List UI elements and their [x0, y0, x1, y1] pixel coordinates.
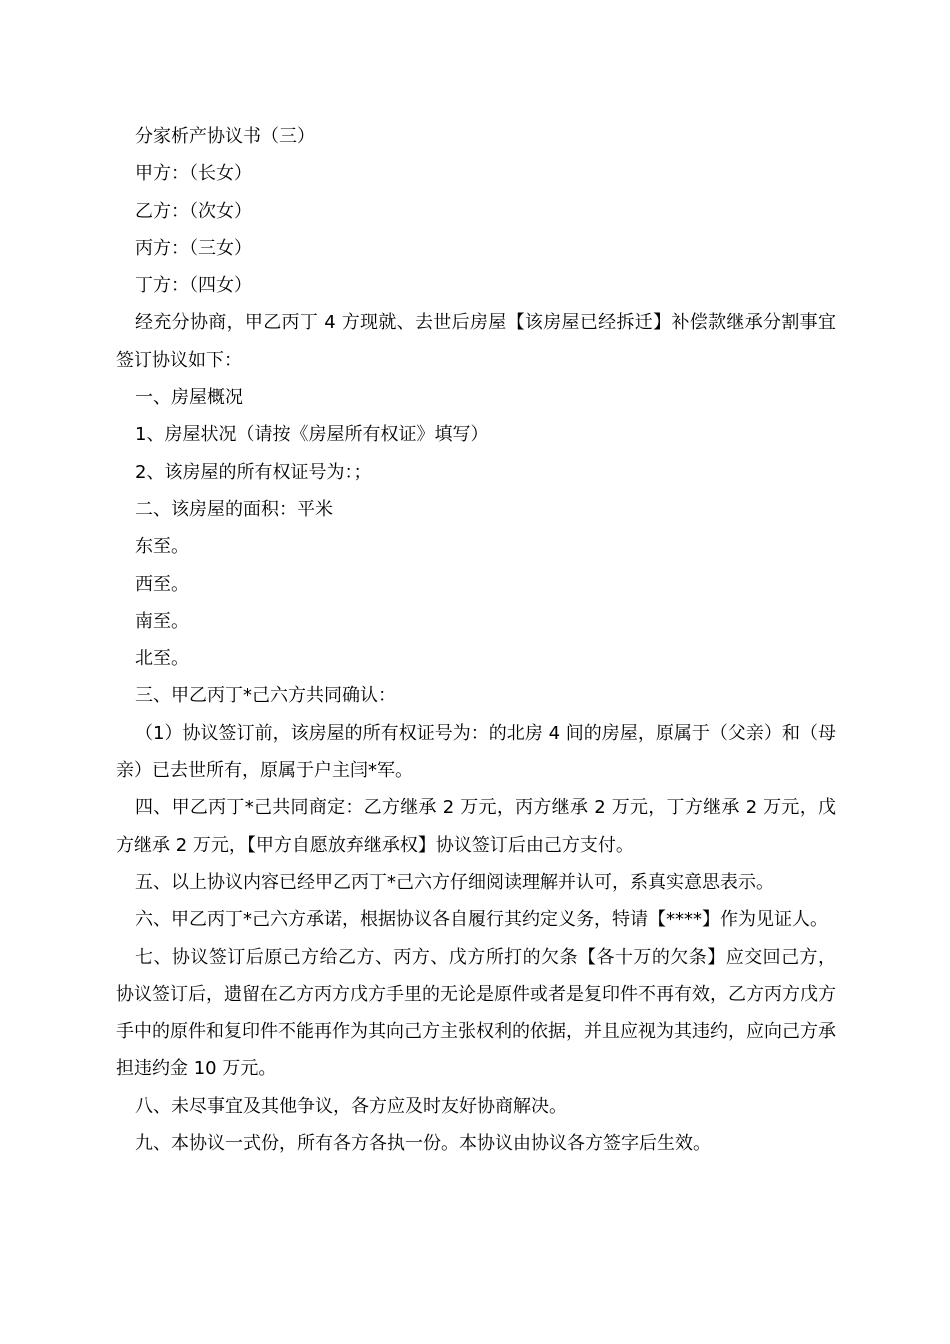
- boundary-south: 南至。: [135, 610, 189, 632]
- section-8: 八、未尽事宜及其他争议，各方应及时友好协商解决。: [135, 1095, 567, 1117]
- boundary-east: 东至。: [135, 536, 189, 558]
- section-heading-2: 二、该房屋的面积：平米: [135, 498, 333, 520]
- section-5: 五、以上协议内容已经甲乙丙丁*己六方仔细阅读理解并认可，系真实意思表示。: [135, 871, 774, 893]
- item-1: 1、房屋状况（请按《房屋所有权证》填写）: [135, 424, 489, 446]
- section-9: 九、本协议一式份，所有各方各执一份。本协议由协议各方签字后生效。: [135, 1133, 711, 1155]
- party-b: 乙方：（次女）: [135, 200, 252, 222]
- boundary-west: 西至。: [135, 573, 189, 595]
- boundary-north: 北至。: [135, 648, 189, 670]
- party-a: 甲方：（长女）: [135, 163, 252, 185]
- party-d: 丁方：（四女）: [135, 275, 252, 297]
- section-4: 四、甲乙丙丁*己共同商定：乙方继承 2 万元，丙方继承 2 万元，丁方继承 2 万元，戊方继承 2 万元，【甲方自愿放弃继承权】协议签订后由己方支付。: [116, 797, 836, 856]
- section-heading-3: 三、甲乙丙丁*己六方共同确认：: [135, 685, 396, 707]
- section-6: 六、甲乙丙丁*己六方承诺，根据协议各自履行其约定义务，特请【****】作为见证人。: [135, 909, 828, 931]
- document-body: [116, 118, 836, 1162]
- party-c: 丙方：（三女）: [135, 237, 252, 259]
- document-title: 分家析产协议书（三）: [135, 126, 315, 147]
- section-7: 七、协议签订后原己方给乙方、丙方、戊方所打的欠条【各十万的欠条】应交回己方，协议签订后，遗留在乙方丙方戊方手里的无论是原件或者是复印件不再有效，乙方丙方戊方手中的原件和复印件不能再作为其向己方主张权利的依据，并且应视为其违约，应向己方承担违约金 10 万元。: [116, 946, 836, 1080]
- item-2: 2、该房屋的所有权证号为：；: [135, 461, 372, 483]
- section-heading-1: 一、房屋概况: [135, 387, 243, 409]
- intro-paragraph: 经充分协商，甲乙丙丁 4 方现就、去世后房屋【该房屋已经拆迁】补偿款继承分割事宜签订协议如下：: [116, 312, 836, 371]
- clause-3-1: （1）协议签订前，该房屋的所有权证号为：的北房 4 间的房屋，原属于（父亲）和（母亲）已去世所有，原属于户主闫*军。: [116, 722, 836, 782]
